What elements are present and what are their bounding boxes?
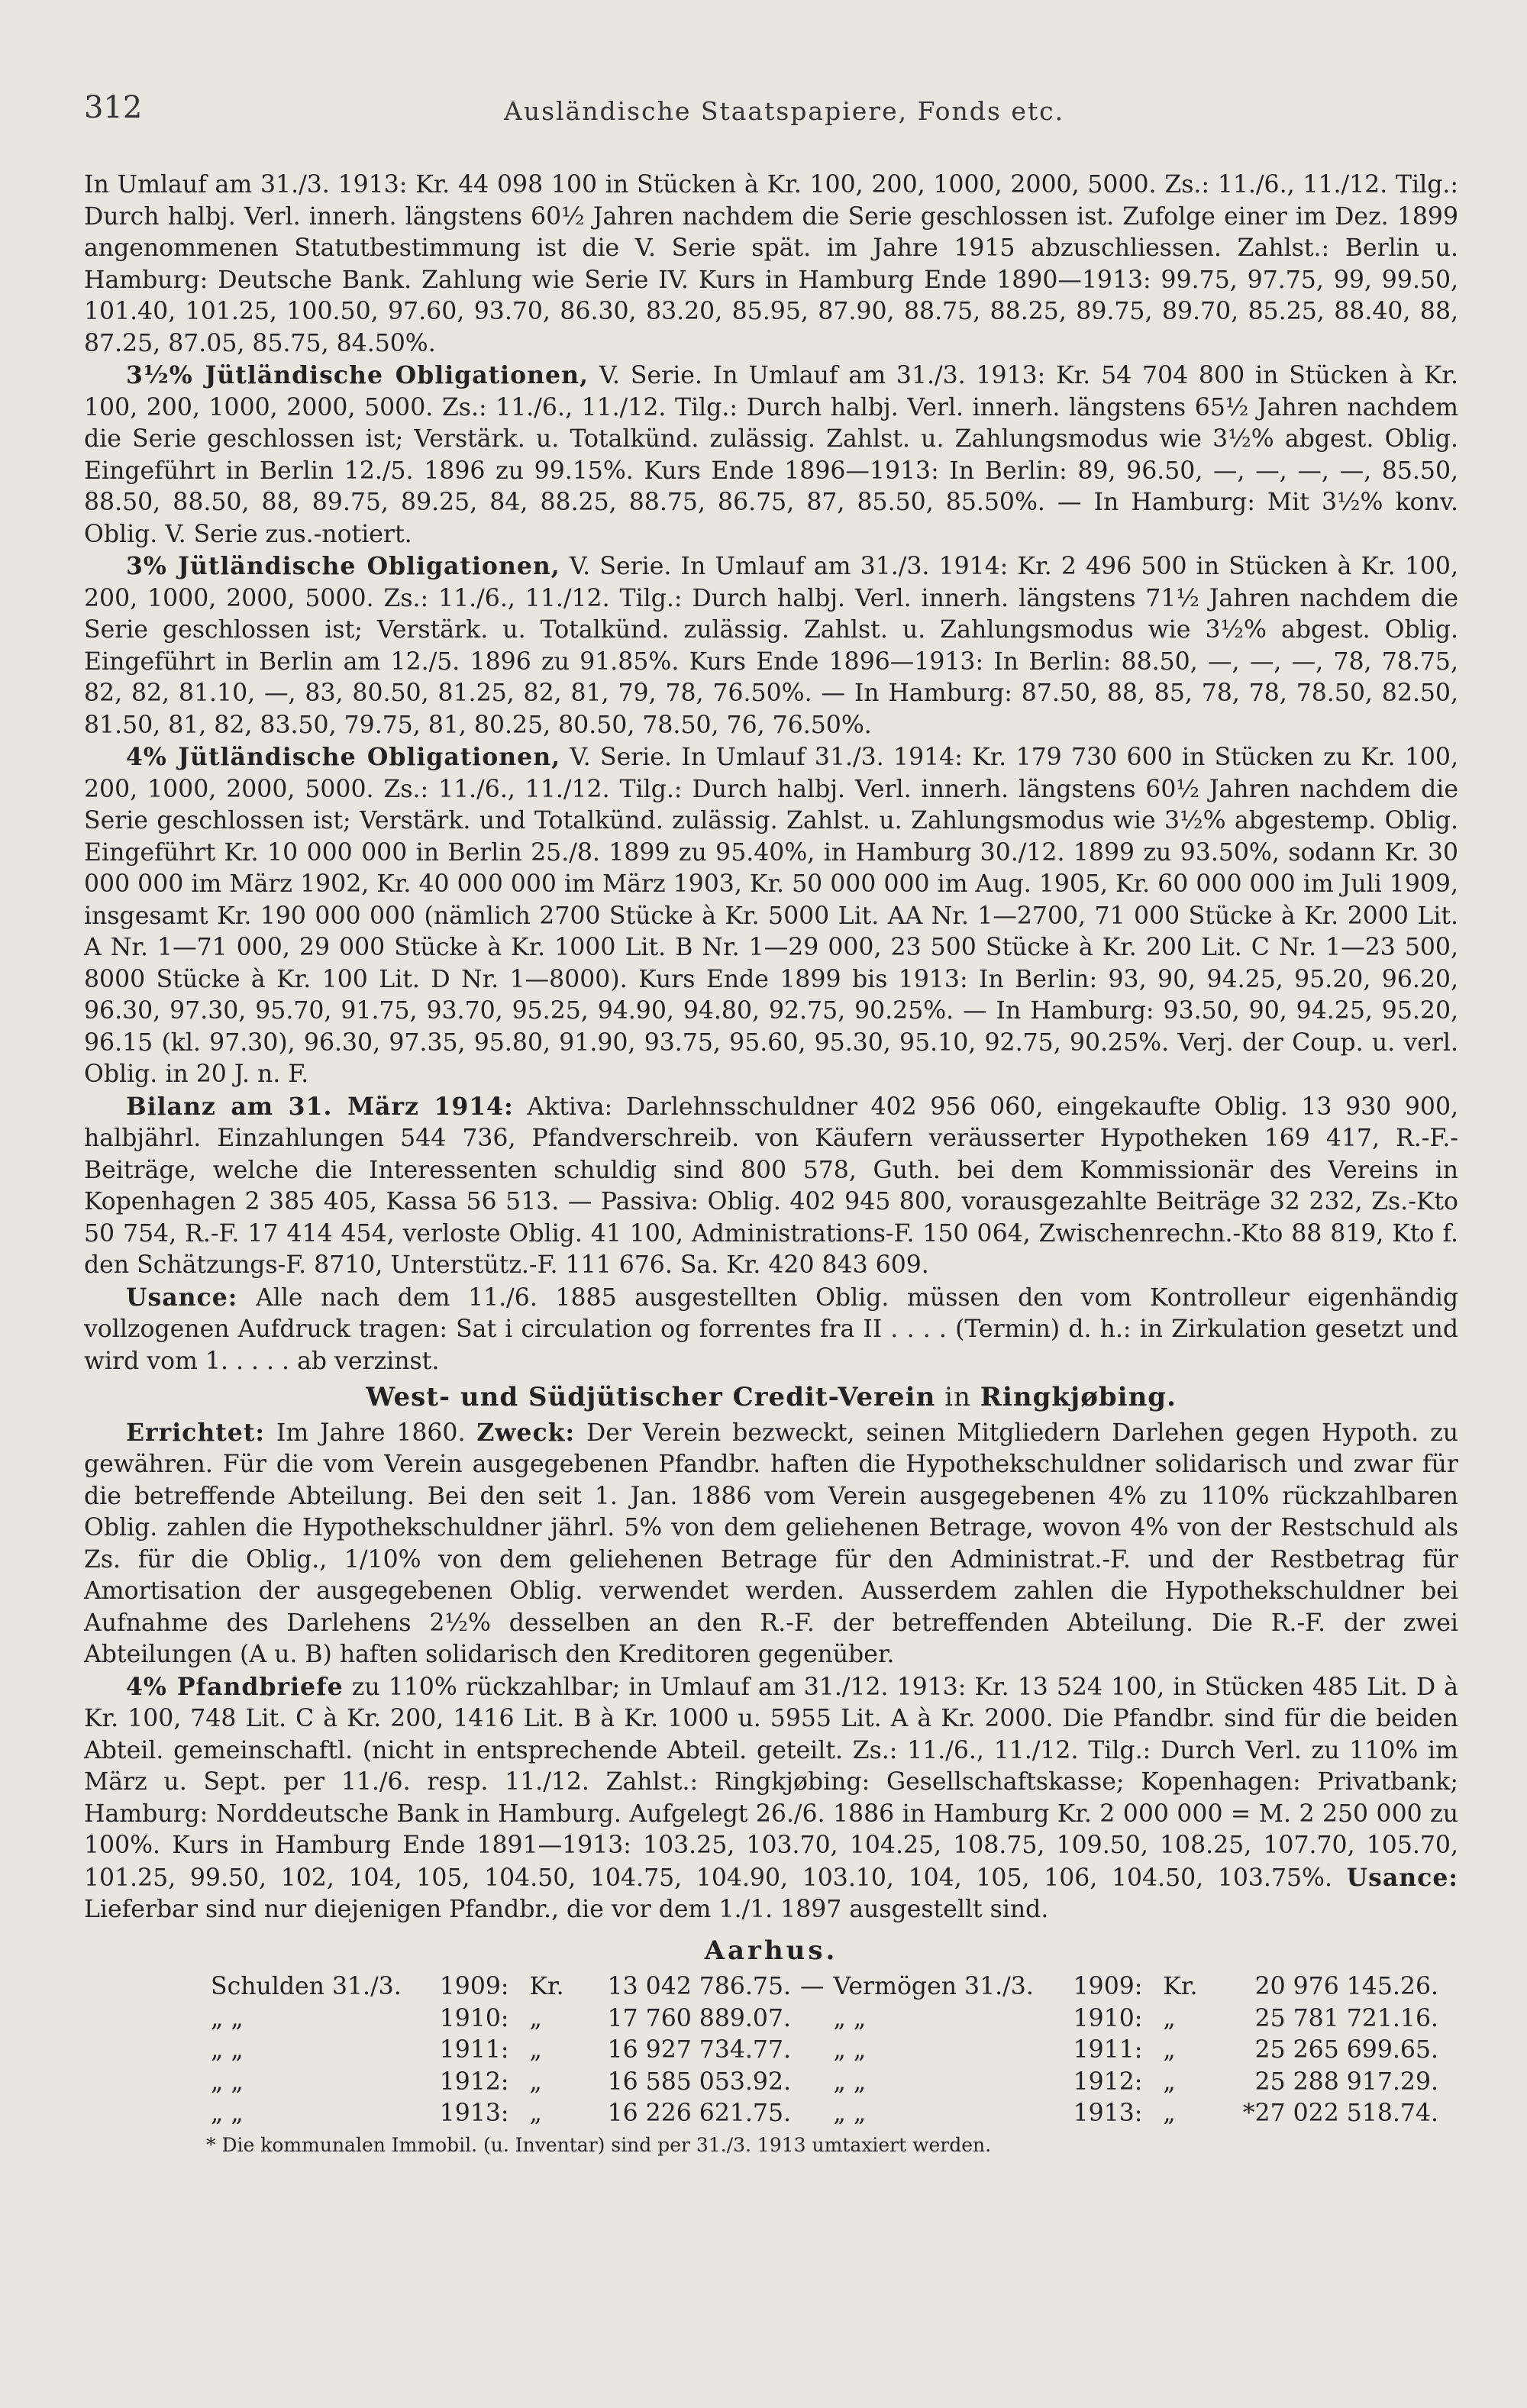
row-label: „ „ [211,2100,244,2127]
row-currency: Kr. [529,1973,564,2000]
row-assets-year: 1909: [1073,1973,1143,2000]
usance-heading: Usance: [126,1283,238,1312]
row-year: 1909: [439,1973,509,2000]
pfandbriefe-heading: 4% Pfandbriefe [126,1672,344,1701]
row-year: 1911: [439,2036,509,2064]
bilanz-text: Aktiva: Darlehnsschuldner 402 956 060, eingekaufte Oblig. 13 930 900, halbjährl. Einzahlungen 544 736, Pfandverschreib. von Käufern veräusserter Hypotheken 169 417, R.-F.-Beiträge, welche die Interessenten schuldig sind 800 578, Guth. bei dem Kommissionär des Vereins in Kopenhagen 2 385 405, Kassa 56 513. — Passiva: Oblig. 402 945 800, vorausgezahlte Beiträge 32 232, Zs.-Kto 50 754, R.-F. 17 414 454, verloste Oblig. 41 100, Administrations-F. 150 064, Zwischenrechn.-Kto 88 819, Kto f. den Schätzungs-F. 8710, Unterstütz.-F. 111 676. Sa. Kr. 420 843 609. [84,1093,1458,1279]
row-dash [796,2098,829,2130]
aarhus-row [206,2003,1443,2035]
page-header [84,90,1458,136]
row-assets: 25 781 721.16. [1254,2004,1438,2032]
pfandbriefe-paragraph [84,1671,1458,1926]
row-assets-currency: Kr. [1163,1973,1198,2000]
section-title-in: in [935,1382,980,1412]
bond-35-heading: 3½% Jütländische Obligationen, [126,361,589,389]
errichtet-paragraph [84,1417,1458,1671]
row-assets-label: „ „ [833,2100,867,2127]
row-dash: — [800,1973,825,2000]
aarhus-row [206,2035,1443,2067]
row-assets: 25 288 917.29. [1254,2067,1438,2096]
row-debt: 16 226 621.75. [607,2100,792,2127]
row-assets-year: 1912: [1073,2067,1143,2096]
row-debt: 16 585 053.92. [607,2067,792,2096]
pfandbriefe-usance-heading: Usance: [1346,1863,1458,1892]
section-title-place: Ringkjøbing. [980,1382,1177,1412]
row-debt: 16 927 734.77. [607,2036,792,2064]
row-dash [796,2035,829,2067]
zweck-heading: Zweck: [476,1418,576,1447]
row-year: 1913: [439,2100,509,2127]
row-assets-label: „ „ [833,2004,867,2032]
bond-3-heading: 3% Jütländische Obligationen, [126,552,560,580]
row-label: Schulden 31./3. [211,1973,402,2000]
bond-35-paragraph [84,360,1458,550]
usance-text: Alle nach dem 11./6. 1885 ausgestellten Oblig. müssen den vom Kontrolleur eigenhändig vollzogenen Aufdruck tragen: Sat i circulation og forrentes fra II . . . . (Termin) d. h.: in Zirkulation gesetzt und wird vom 1. . . . . ab verzinst. [84,1283,1458,1375]
aarhus-table [206,1971,1443,2130]
row-assets-label: „ „ [833,2036,867,2064]
row-assets: 20 976 145.26. [1254,1973,1438,2000]
zweck-text: Der Verein bezweckt, seinen Mitgliedern Darlehen gegen Hypoth. zu gewähren. Für die vom Verein ausgegebenen Pfandbr. haften die Hypothekschuldner solidarisch und zwar für die betreffende Abteilung. Bei den seit 1. Jan. 1886 vom Verein ausgegebenen 4% zu 110% rückzahlbaren Oblig. zahlen die Hypothekschuldner jährl. 5% von dem geliehenen Betrage, wovon 4% von der Restschuld als Zs. für die Oblig., 1/10% von dem geliehenen Betrage für den Administrat.-F. und der Restbetrag für Amortisation der ausgegebenen Oblig. verwendet werden. Ausserdem zahlen die Hypothekschuldner bei Aufnahme des Darlehens 2½% desselben an den R.-F. der betreffenden Abteilung. Die R.-F. der zwei Abteilungen (A u. B) haften solidarisch den Kreditoren gegenüber. [84,1419,1459,1668]
bond-35-text: V. Serie. In Umlauf am 31./3. 1913: Kr. 54 704 800 in Stücken à Kr. 100, 200, 1000, 2000, 5000. Zs.: 11./6., 11./12. Tilg.: Durch halbj. Verl. innerh. längstens 65½ Jahren nachdem die Serie geschlossen ist; Verstärk. u. Totalkünd. zulässig. Zahlst. u. Zahlungsmodus wie 3½% abgest. Oblig. Eingeführt in Berlin 12./5. 1896 zu 99.15%. Kurs Ende 1896—1913: In Berlin: 89, 96.50, —, —, —, —, 85.50, 88.50, 88.50, 88, 89.75, 89.25, 84, 88.25, 88.75, 86.75, 87, 85.50, 85.50%. — In Hamburg: Mit 3½% konv. Oblig. V. Serie zus.-notiert. [84,362,1458,548]
row-assets: *27 022 518.74. [1242,2100,1438,2127]
row-debt: 13 042 786.75. [607,1973,792,2000]
pfandbriefe-usance-text: Lieferbar sind nur diejenigen Pfandbr., die vor dem 1./1. 1897 ausgestellt sind. [84,1896,1049,1923]
bilanz-heading: Bilanz am 31. März 1914: [126,1092,514,1121]
errichtet-text: Im Jahre 1860. [265,1419,477,1447]
aarhus-row [206,2098,1443,2130]
row-assets-label: Vermögen 31./3. [833,1973,1034,2000]
intro-paragraph: In Umlauf am 31./3. 1913: Kr. 44 098 100 in Stücken à Kr. 100, 200, 1000, 2000, 5000. Zs.: 11./6., 11./12. Tilg.: Durch halbj. Verl. innerh. längstens 60½ Jahren nachdem die Serie geschlossen ist. Zufolge einer im Dez. 1899 angenommenen Statutbestimmung ist die V. Serie spät. im Jahre 1915 abzuschliessen. Zahlst.: Berlin u. Hamburg: Deutsche Bank. Zahlung wie Serie IV. Kurs in Hamburg Ende 1890—1913: 99.75, 97.75, 99, 99.50, 101.40, 101.25, 100.50, 97.60, 93.70, 86.30, 83.20, 85.95, 87.90, 88.75, 88.25, 89.75, 89.70, 85.25, 88.40, 88, 87.25, 87.05, 85.75, 84.50%. [84,171,1458,357]
row-label: „ „ [211,2036,244,2064]
row-assets-currency: „ [1163,2004,1176,2032]
row-currency: „ [529,2100,542,2127]
bilanz-paragraph [84,1091,1458,1282]
row-label: „ „ [211,2004,244,2032]
row-year: 1910: [439,2004,509,2032]
row-currency: „ [529,2036,542,2064]
row-assets-currency: „ [1163,2036,1176,2064]
usance-paragraph [84,1282,1458,1378]
aarhus-footnote: * Die kommunalen Immobil. (u. Inventar) sind per 31./3. 1913 umtaxiert werden. [206,2133,992,2156]
row-assets-year: 1910: [1073,2004,1143,2032]
row-assets-label: „ „ [833,2067,867,2096]
errichtet-heading: Errichtet: [126,1418,266,1447]
bond-3-paragraph [84,550,1458,741]
page-number: 312 [84,90,143,125]
section-title [84,1382,1458,1414]
row-assets-year: 1911: [1073,2036,1143,2064]
running-title: Ausländische Staatspapiere, Fonds etc. [504,96,1065,126]
row-dash [796,2003,829,2035]
bond-4-heading: 4% Jütländische Obligationen, [126,743,561,771]
row-debt: 17 760 889.07. [607,2004,792,2032]
bond-3-text: V. Serie. In Umlauf am 31./3. 1914: Kr. 2 496 500 in Stücken à Kr. 100, 200, 1000, 2000, 5000. Zs.: 11./6., 11./12. Tilg.: Durch halbj. Verl. innerh. längstens 71½ Jahren nachdem die Serie geschlossen ist; Verstärk. u. Totalkünd. zulässig. Zahlst. u. Zahlungsmodus wie 3½% abgest. Oblig. Eingeführt in Berlin am 12./5. 1896 zu 91.85%. Kurs Ende 1896—1913: In Berlin: 88.50, —, —, —, 78, 78.75, 82, 82, 81.10, —, 83, 80.50, 81.25, 82, 81, 79, 78, 76.50%. — In Hamburg: 87.50, 88, 85, 78, 78, 78.50, 82.50, 81.50, 81, 82, 83.50, 79.75, 81, 80.25, 80.50, 78.50, 76, 76.50%. [84,553,1458,739]
bond-4-text: V. Serie. In Umlauf 31./3. 1914: Kr. 179 730 600 in Stücken zu Kr. 100, 200, 1000, 2000, 5000. Zs.: 11./6., 11./12. Tilg.: Durch halbj. Verl. innerh. längstens 60½ Jahren nachdem die Serie geschlossen ist; Verstärk. und Totalkünd. zulässig. Zahlst. u. Zahlungsmodus wie 3½% abgestemp. Oblig. Eingeführt Kr. 10 000 000 in Berlin 25./8. 1899 zu 95.40%, in Hamburg 30./12. 1899 zu 93.50%, sodann Kr. 30 000 000 im März 1902, Kr. 40 000 000 im März 1903, Kr. 50 000 000 im Aug. 1905, Kr. 60 000 000 im Juli 1909, insgesamt Kr. 190 000 000 (nämlich 2700 Stücke à Kr. 5000 Lit. AA Nr. 1—2700, 71 000 Stücke à Kr. 2000 Lit. A Nr. 1—71 000, 29 000 Stücke à Kr. 1000 Lit. B Nr. 1—29 000, 23 500 Stücke à Kr. 200 Lit. C Nr. 1—23 500, 8000 Stücke à Kr. 100 Lit. D Nr. 1—8000). Kurs Ende 1899 bis 1913: In Berlin: 93, 90, 94.25, 95.20, 96.20, 96.30, 97.30, 95.70, 91.75, 93.70, 95.25, 94.90, 94.80, 92.75, 90.25%. — In Hamburg: 93.50, 90, 94.25, 95.20, 96.15 (kl. 97.30), 96.30, 97.35, 95.80, 91.90, 93.75, 95.60, 95.30, 95.10, 92.75, 90.25%. Verj. der Coup. u. verl. Oblig. in 20 J. n. F. [84,744,1458,1088]
page-body [84,169,1458,2158]
row-assets-currency: „ [1163,2067,1176,2096]
aarhus-row [206,1971,1443,2003]
row-currency: „ [529,2004,542,2032]
row-assets-currency: „ [1163,2100,1176,2127]
row-assets-year: 1913: [1073,2100,1143,2127]
aarhus-row [206,2067,1443,2099]
row-label: „ „ [211,2067,244,2096]
bond-4-paragraph [84,741,1458,1091]
row-assets: 25 265 699.65. [1254,2036,1438,2064]
section-title-name: West- und Südjütischer Credit-Verein [366,1382,936,1412]
row-currency: „ [529,2067,542,2096]
pfandbriefe-text: zu 110% rückzahlbar; in Umlauf am 31./12. 1913: Kr. 13 524 100, in Stücken 485 Lit. D à Kr. 100, 748 Lit. C à Kr. 200, 1416 Lit. B à Kr. 1000 u. 5955 Lit. A à Kr. 2000. Die Pfandbr. sind für die beiden Abteil. gemeinschaftl. (nicht in entsprechende Abteil. geteilt. Zs.: 11./6., 11./12. Tilg.: Durch Verl. zu 110% im März u. Sept. per 11./6. resp. 11./12. Zahlst.: Ringkjøbing: Gesellschaftskasse; Kopenhagen: Privatbank; Hamburg: Norddeutsche Bank in Hamburg. Aufgelegt 26./6. 1886 in Hamburg Kr. 2 000 000 = M. 2 250 000 zu 100%. Kurs in Hamburg Ende 1891—1913: 103.25, 103.70, 104.25, 108.75, 109.50, 108.25, 107.70, 105.70, 101.25, 99.50, 102, 104, 105, 104.50, 104.75, 104.90, 103.10, 104, 105, 106, 104.50, 103.75%. [84,1673,1458,1892]
row-year: 1912: [439,2067,509,2096]
aarhus-title: Aarhus. [704,1935,838,1966]
row-dash [796,2067,829,2099]
